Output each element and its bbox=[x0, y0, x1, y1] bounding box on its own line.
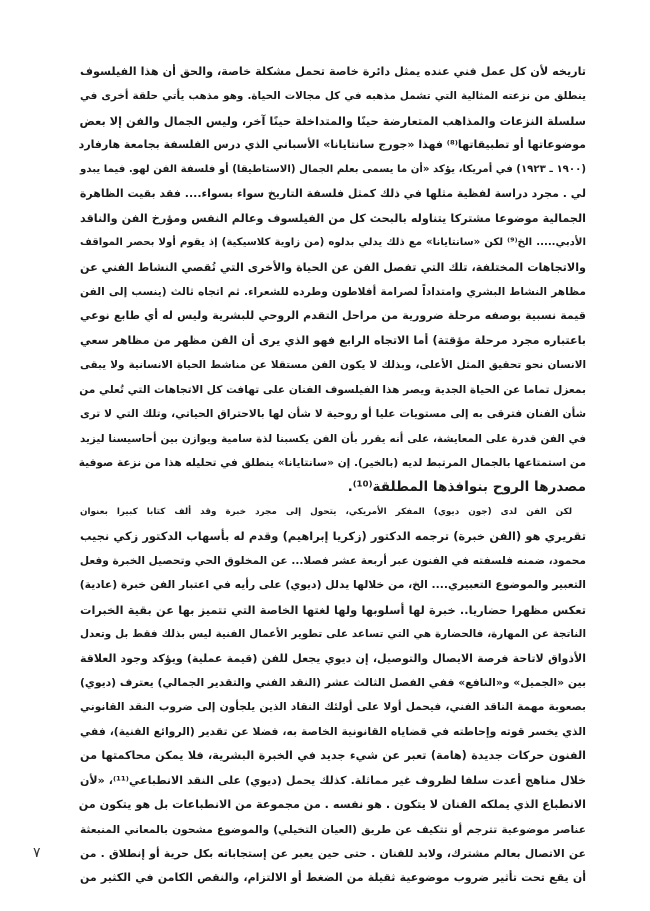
text-line: بمعزل تماما عن الحياة الجدية ويصر هذا الفيلسوف الفنان على تهافت كل الاتجاهات التي تُعلي من bbox=[79, 383, 586, 396]
paragraph-santayana bbox=[80, 60, 586, 500]
text-line: خلال مناهج أعدت سلفا لظروف غير مماثلة. كذلك يحمل (ديوي) على النقد الانطباعي⁽¹¹⁾، «لأن bbox=[80, 773, 586, 787]
text-line: تاريخه لأن كل عمل فني عنده يمثل دائرة خاصة تحمل مشكلة خاصة، والحق أن هذا الفيلسوف bbox=[80, 65, 586, 78]
text-line: الانطباع الذي يملكه الفنان لا يتكون . هو نفسه . من مجموعة من الانطباعات بل هو يتكون من bbox=[78, 798, 586, 812]
text-line: التعبير والموضوع التعبيري.... الخ، من خلالها يدلل (ديوي) على رأيه في اعتبار الفن خبرة (عادية) bbox=[79, 578, 586, 592]
text-line: عن الاتصال بعالم مشترك، ولابد للفنان . حتى حين يعبر عن إستجاباته بكل حرية أو إنطلاق . من bbox=[80, 847, 586, 860]
text-line: (١٩٠٠ ـ ١٩٢٣) في أمريكا، يؤكد «أن ما يسمى بعلم الجمال (الاستاطيقا) أو فلسفة الفن لهو. فيما يبدو bbox=[80, 163, 586, 175]
text-line: تعكس مظهرا حضاريا.. خبرة لها أسلوبها ولها لغتها الخاصة التي تتميز بها عن بقية الخبرات bbox=[80, 602, 586, 617]
body-text bbox=[80, 60, 586, 891]
text-line: أن يقع تحت تأثير ضروب موضوعية ثقيلة من الضغط أو الالتزام، والنقص الكامن في الكثير من bbox=[80, 871, 586, 885]
text-line: شأن الفنان فترقى به إلى مستويات عليا أو روحية لا شأن لها بالاحتراق الحياتي، وتلك التي لا ترى bbox=[80, 408, 586, 421]
text-line: لي . مجرد دراسة لفظية مثلها في ذلك كمثل فلسفة التاريخ سواء بسواء.... فقد بقيت الظاهرة bbox=[79, 187, 586, 201]
page-number: ٧ bbox=[33, 845, 41, 861]
text-line: تقريري هو (الفن خبرة) ترجمه الدكتور (زكريا إبراهيم) وقدم له بأسهاب الدكتور زكي نجيب bbox=[80, 529, 586, 544]
text-line: قيمة نسبية بوصفه مرحلة ضرورية من مراحل التقدم الروحي للبشرية وليس له أي طابع نوعي bbox=[80, 309, 586, 323]
text-line: بصعوبة مهمة الناقد الفني، فيحمل أولا على أولئك النقاد الذين يلجأون إلى ضروب النقد القانوني bbox=[80, 701, 586, 714]
text-line-first: لكن الفن لدى (جون ديوي) المفكر الأمريكي، يتحول إلى مجرد خبرة وقد ألف كتابا كبيرا بعنوان bbox=[80, 506, 572, 517]
text-line: الانسان نحو تحقيق المثل الأعلى، وبذلك لا يكون الفن مستقلا عن مناشط الحياة الانسانية ولا يبقى bbox=[80, 359, 586, 372]
text-line: والاتجاهات المختلفة، تلك التي تفصل الفن عن الحياة والأخرى التي تُقصي النشاط الفني عن bbox=[80, 260, 586, 274]
text-line: موضوعاتها أو تطبيقاتها⁽⁸⁾ فهذا «جورج سانتايانا» الأسباني الذي درس الفلسفة بجامعة هارفارد bbox=[78, 138, 586, 152]
text-line: الأدبي..... الخ⁽⁹⁾ لكن «سانتايانا» مع ذلك يدلي بدلوه (من زاوية كلاسيكية) إذ يقوم أولا بحصر المواقف bbox=[80, 237, 586, 249]
text-line: بين «الجميل» و«النافع» ففي الفصل الثالث عشر (النقد الفني والتقدير الجمالي) يعترف (ديوي) bbox=[79, 675, 586, 689]
text-line: عناصر موضوعية تترجم أو تتكيف عن طريق (العيان التخيلي) والموضوع مشحون بالمعاني المنبعثة bbox=[80, 823, 586, 836]
text-line: الناتجة عن المهارة، فالحضارة هي التي تساعد على تطوير الأعمال الفنية ليس بذلك فقط بل وتعدل bbox=[80, 628, 586, 641]
text-line: من استمتاعها بالجمال المرتبط لديه (بالخير). إن «سانتايانا» ينطلق في تحليله هذا من نزعة صوفية bbox=[78, 457, 586, 469]
text-line: الذي يخسر قوته وإحاطته في قضاياه القانونية الخاصة به، فضلا عن تقدير (الروائع الفنية)، ففي bbox=[80, 724, 586, 738]
text-line: سلسلة النزعات والمذاهب المتعارضة حينًا والمتداخلة حينًا آخر، وليس الجمال والفن إلا بعض bbox=[79, 113, 586, 128]
text-line-last: مصدرها الروح بنوافذها المطلقة⁽¹⁰⁾. bbox=[347, 479, 586, 496]
text-line: باعتباره مجرد مرحلة مؤقتة) أما الاتجاه الرابع فهو الذي يرى أن الفن مظهر من مظاهر سعي bbox=[80, 333, 586, 347]
text-line: الجمالية موضوعا مشتركا يتناوله بالبحث كل من الفيلسوف وعالم النفس ومؤرخ الفن والناقد bbox=[80, 211, 586, 225]
paragraph-dewey bbox=[80, 500, 586, 891]
text-line: الأذواق لاتاحة فرصة الايصال والتوصيل، إن ديوي يجعل للفن (قيمة عملية) ويؤكد وجود العلاقة bbox=[80, 651, 586, 665]
text-line: الفنون حركات جديدة (هامة) تعبر عن شيء جديد في الخبرة البشرية، فلا يمكن محاكمتها من bbox=[80, 749, 586, 763]
text-line: مظاهر النشاط البشري وامتداداً لصرامة أفلاطون وطرده للشعراء. ثم اتجاه ثالث (ينسب إلى الفن bbox=[80, 285, 586, 298]
text-line: ينطلق من نزعته المثالية التي تشمل مذهبه في كل مجالات الحياة. وهو مذهب يأتي حلقة أخرى في bbox=[80, 90, 586, 103]
text-line: في الفن قدرة على المعايشة، على أنه يقرر بأن الفن يكسبنا لذة سامية ويوازن بين أحاسيسنا ليزيد bbox=[80, 432, 586, 445]
text-line: محمود، ضمنه فلسفته في الفنون عبر أربعة عشر فصلا... عن المخلوق الحي وتحصيل الخبرة وفعل bbox=[79, 554, 586, 567]
